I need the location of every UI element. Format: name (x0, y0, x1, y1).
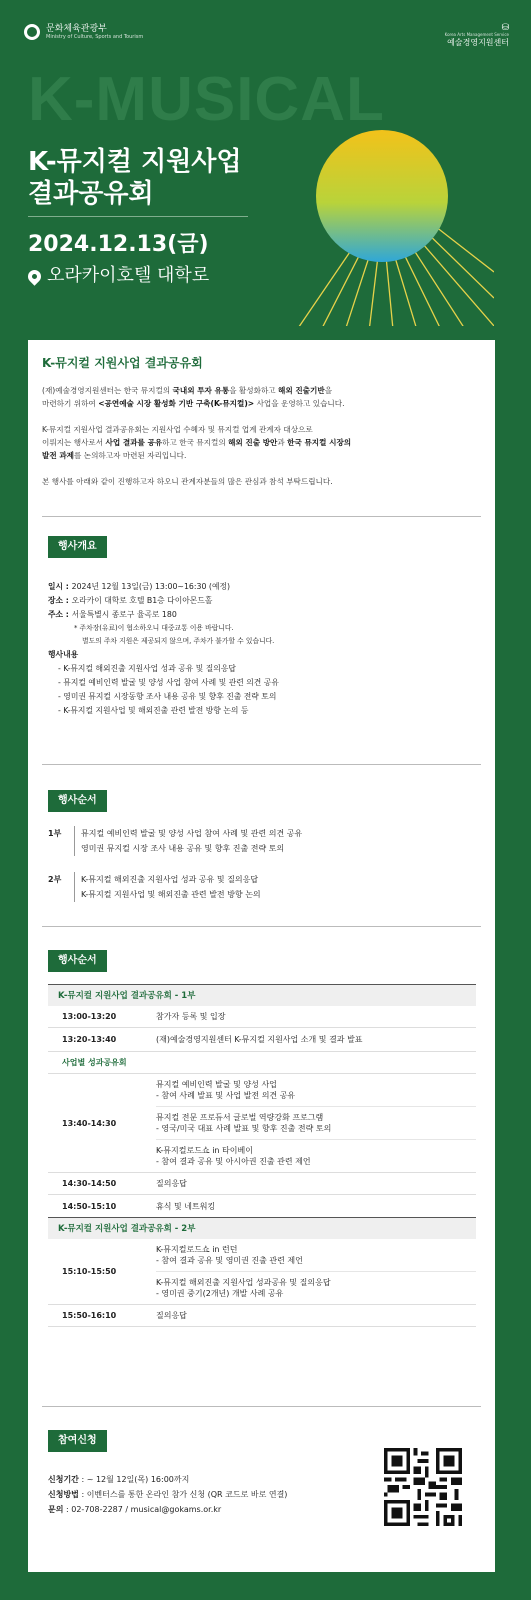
part-line: K-뮤지컬 해외진출 지원사업 성과 공유 및 질의응답 (81, 875, 259, 884)
apply-period: 신청기간 : ~ 12월 12일(목) 16:00까지 (48, 1475, 190, 1484)
row-content: 질의응답 (156, 1179, 187, 1188)
intro-paragraph-3: 본 행사를 아래와 같이 진행하고자 하오니 관계자분들의 많은 관심과 참석 부탁드립니다. (42, 477, 333, 486)
qr-code-icon[interactable] (384, 1448, 462, 1526)
overview-section (48, 580, 468, 718)
ministry-sub: Ministry of Culture, Sports and Tourism (46, 34, 144, 40)
intro-text (42, 384, 482, 501)
table-row (48, 1006, 476, 1028)
schedule-subheader: 사업별 성과공유회 (48, 1052, 476, 1074)
row-content: K-뮤지컬로드쇼 in 타이베이 - 참여 결과 공유 및 아시아권 진출 관련 제언 (156, 1146, 311, 1166)
apply-contact: 문의 : 02-708-2287 / musical@gokams.or.kr (48, 1505, 222, 1514)
schedule-header-part-1: K-뮤지컬 지원사업 결과공유회 - 1부 (48, 984, 476, 1006)
section-tag-schedule: 행사순서 (48, 950, 107, 972)
row-content: K-뮤지컬 해외진출 지원사업 성과공유 및 질의응답 - 영미권 중기(2개년) 개발 사례 공유 (156, 1278, 331, 1298)
row-time: 13:00-13:20 (62, 1012, 117, 1021)
part-lines (74, 826, 302, 856)
divider (42, 926, 481, 927)
intro-paragraph-2: K-뮤지컬 지원사업 결과공유회는 지원사업 수혜자 및 뮤지컬 업계 관계자 대상으로 이뤄지는 행사로서 사업 결과를 공유하고 한국 뮤지컬의 해외 진출 방안과 한국 뮤지컬 시장의 발전 과제를 논의하고자 마련된 자리입니다. (42, 425, 352, 460)
table-row (48, 1173, 476, 1195)
apply-method: 신청방법 : 이벤터스를 통한 온라인 참가 신청 (QR 코드로 바로 연결) (48, 1490, 288, 1499)
row-content: 휴식 및 네트워킹 (156, 1201, 216, 1211)
row-time: 14:30-14:50 (62, 1179, 117, 1188)
part-number: 1부 (48, 829, 62, 838)
row-content: (재)예술경영지원센터 K-뮤지컬 지원사업 소개 및 결과 발표 (156, 1035, 363, 1044)
page-title (28, 146, 242, 210)
content-label: 행사내용 (48, 650, 79, 659)
divider (42, 764, 481, 765)
row-contents (156, 1239, 476, 1304)
divider (42, 516, 481, 517)
table-row (48, 1239, 476, 1305)
table-row (48, 1074, 476, 1173)
background-word: K-MUSICAL (28, 65, 385, 134)
schedule-table (48, 984, 476, 1327)
title-divider (28, 216, 248, 217)
row-time: 13:40-14:30 (62, 1118, 117, 1128)
ministry-logo (24, 24, 143, 40)
table-row (48, 1028, 476, 1052)
overview-item: - 영미권 뮤지컬 시장동향 조사 내용 공유 및 향후 진출 전략 토의 (58, 692, 277, 701)
row-time: 14:50-15:10 (62, 1201, 117, 1211)
ministry-name: 문화체육관광부 (46, 24, 107, 34)
row-content: 뮤지컬 예비인력 발굴 및 양성 사업 - 참여 사례 발표 및 사업 발전 의견 공유 (156, 1074, 476, 1107)
org-logo (445, 24, 509, 48)
event-place-text: 오라카이호텔 대학로 (47, 265, 210, 286)
title-line-2: 결과공유회 (28, 179, 154, 209)
ministry-emblem-icon (24, 24, 40, 40)
section-tag-order: 행사순서 (48, 790, 107, 812)
content-card (28, 340, 495, 1572)
top-bar (0, 0, 531, 70)
event-place (28, 265, 209, 287)
section-tag-overview: 행사개요 (48, 536, 107, 558)
row-time: 13:20-13:40 (62, 1035, 117, 1044)
section-tag-apply: 참여신청 (48, 1430, 107, 1452)
overview-address: 주소 : 서울특별시 종로구 율곡로 180 (48, 610, 177, 619)
row-content: 질의응답 (156, 1311, 187, 1320)
org-sub: Korea Arts Management Service (444, 32, 509, 37)
overview-item: - K-뮤지컬 해외진출 지원사업 성과 공유 및 질의응답 (58, 664, 236, 673)
parking-note-2: 별도의 주차 지원은 제공되지 않으며, 주차가 불가할 수 있습니다. (82, 637, 275, 645)
row-time: 15:10-15:50 (62, 1267, 117, 1276)
row-contents (156, 1074, 476, 1172)
event-date: 2024.12.13(금) (28, 232, 209, 257)
part-line: 영미권 뮤지컬 시장 조사 내용 공유 및 향후 진출 전략 토의 (81, 844, 285, 853)
sun-graphic (244, 126, 494, 326)
overview-item: - 뮤지컬 예비인력 발굴 및 양성 사업 참여 사례 및 관련 의견 공유 (58, 678, 279, 687)
org-mark-icon: ⛁ (501, 23, 509, 33)
org-name: 예술경영지원센터 (447, 38, 509, 47)
overview-place: 장소 : 오라카이 대학로 호텔 B1층 다이아몬드홀 (48, 596, 213, 605)
intro-paragraph-1: (재)예술경영지원센터는 한국 뮤지컬의 국내외 투자 유통을 활성화하고 해외 진출기반을 마련하기 위하여 <공연예술 시장 활성화 기반 구축(K-뮤지컬)> 사업을 운영하고 있습니다. (42, 386, 345, 408)
part-number: 2부 (48, 875, 62, 884)
part-line: K-뮤지컬 지원사업 및 해외진출 관련 발전 방향 논의 (81, 890, 261, 899)
part-lines (74, 872, 261, 902)
row-content: 뮤지컬 전문 프로듀서 글로벌 역량강화 프로그램 - 영국/미국 대표 사례 발표 및 향후 진출 전략 토의 (156, 1107, 476, 1140)
location-pin-icon (25, 267, 43, 285)
schedule-header-part-2: K-뮤지컬 지원사업 결과공유회 - 2부 (48, 1217, 476, 1239)
row-content: K-뮤지컬로드쇼 in 런던 - 참여 결과 공유 및 영미권 진출 관련 제언 (156, 1239, 476, 1272)
part-line: 뮤지컬 예비인력 발굴 및 양성 사업 참여 사례 및 관련 의견 공유 (81, 829, 303, 838)
parking-note-1: * 주차장(유료)이 협소하오니 대중교통 이용 바랍니다. (74, 624, 234, 632)
table-row (48, 1195, 476, 1217)
apply-section (48, 1472, 368, 1517)
intro-heading: K-뮤지컬 지원사업 결과공유회 (42, 356, 203, 370)
table-row (48, 1305, 476, 1327)
overview-time: 일시 : 2024년 12월 13일(금) 13:00~16:30 (예정) (48, 582, 231, 591)
sun-circle (316, 130, 448, 262)
title-line-1: K-뮤지컬 지원사업 (28, 147, 242, 177)
overview-item: - K-뮤지컬 지원사업 및 해외진출 관련 발전 방향 논의 등 (58, 706, 249, 715)
row-content: 참가자 등록 및 입장 (156, 1012, 226, 1021)
divider (42, 1406, 481, 1407)
row-time: 15:50-16:10 (62, 1311, 117, 1320)
